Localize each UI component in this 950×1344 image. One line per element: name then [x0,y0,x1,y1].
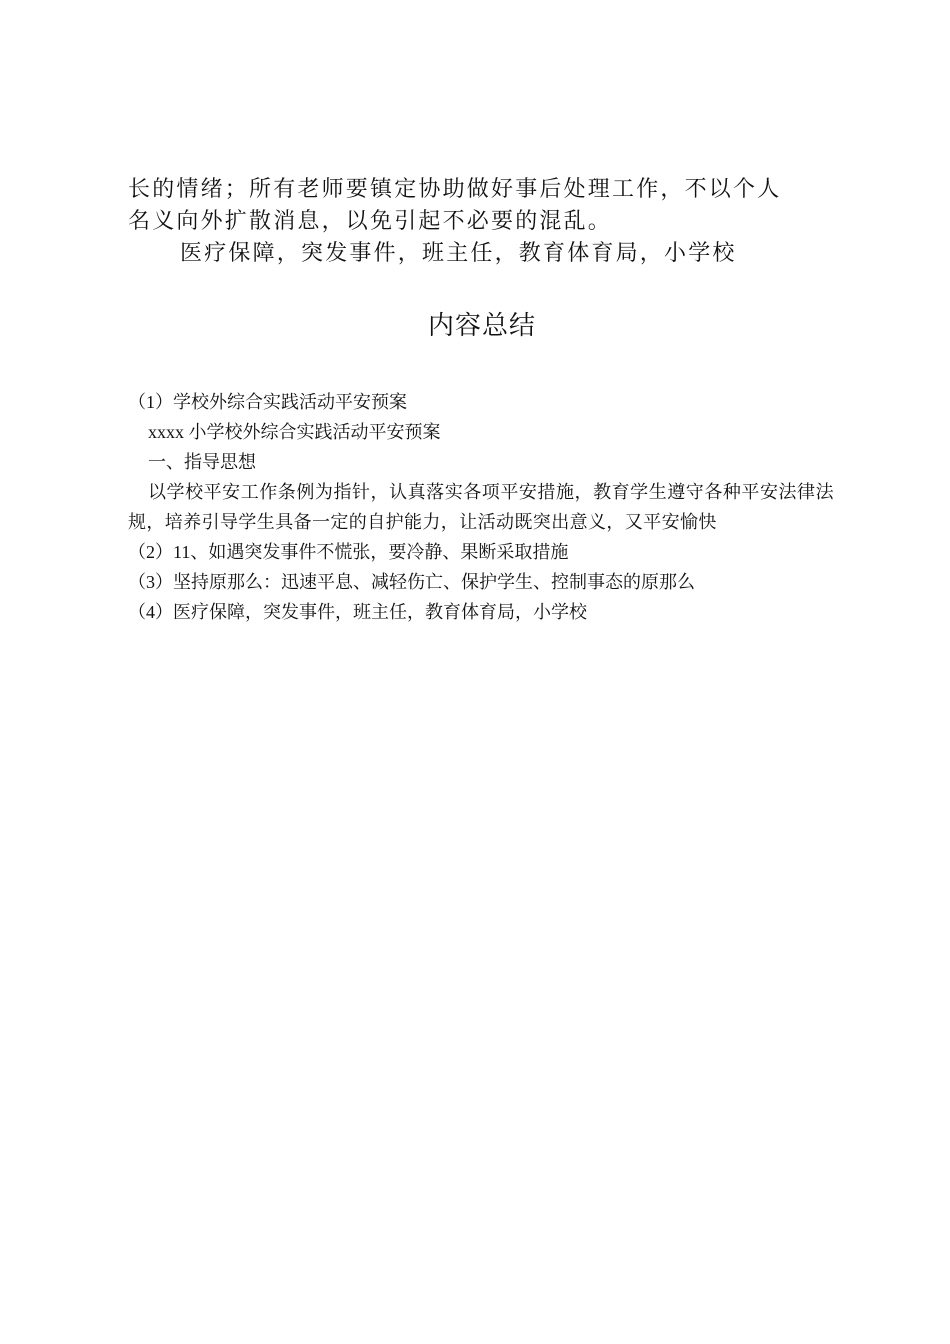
keywords-line: 医疗保障，突发事件，班主任，教育体育局，小学校 [180,241,737,266]
summary-title: 内容总结 [427,311,536,341]
body-line-2: 名义向外扩散消息，以免引起不必要的混乱。 [128,209,613,234]
body-text [128,174,828,270]
summary-item-1: （1）学校外综合实践活动平安预案 [128,392,407,412]
summary-item-3: （3）坚持原那么：迅速平息、减轻伤亡、保护学生、控制事态的原那么 [128,572,695,592]
summary-item-1-subtitle: xxxx 小学校外综合实践活动平安预案 [148,422,441,442]
summary-section [128,387,838,627]
summary-item-1-paragraph: 以学校平安工作条例为指针，认真落实各项平安措施，教育学生遵守各种平安法律法规，培养引导学生具备一定的自护能力，让活动既突出意义，又平安愉快 [128,482,834,532]
summary-item-4: （4）医疗保障，突发事件，班主任，教育体育局，小学校 [128,602,587,622]
summary-item-2: （2）11、如遇突发事件不慌张，要冷静、果断采取措施 [128,542,569,562]
body-line-1: 长的情绪；所有老师要镇定协助做好事后处理工作，不以个人 [128,177,782,202]
summary-item-1-heading: 一、指导思想 [148,452,256,472]
